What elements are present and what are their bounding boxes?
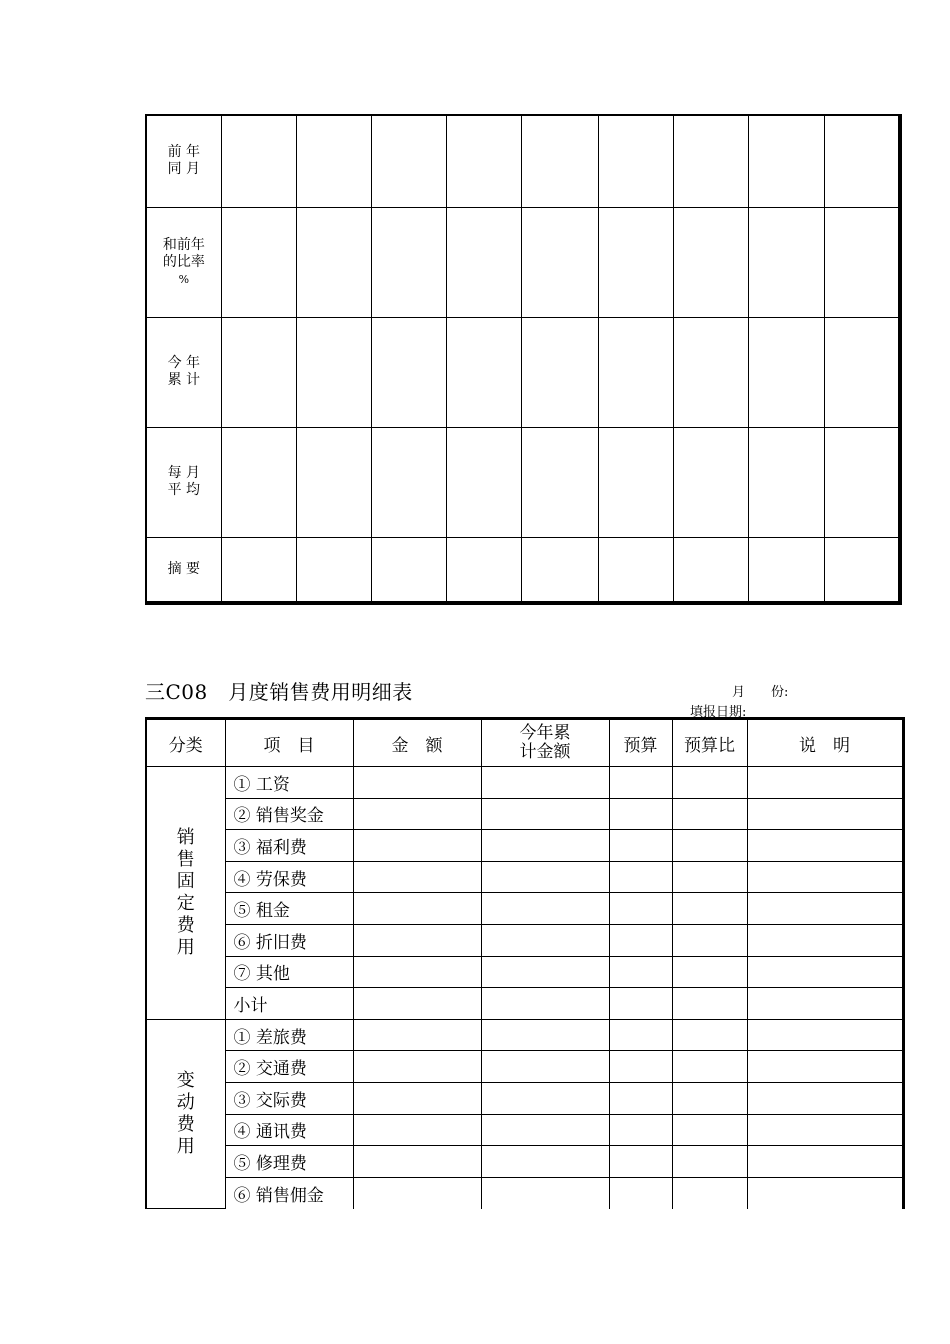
budget-ratio-cell[interactable] bbox=[672, 924, 747, 956]
amount-cell[interactable] bbox=[353, 798, 481, 830]
table-row bbox=[146, 956, 903, 988]
table-cell[interactable] bbox=[522, 207, 598, 317]
header-budget: 预算 bbox=[609, 719, 672, 767]
table-cell[interactable] bbox=[372, 537, 447, 603]
budget-ratio-cell[interactable] bbox=[672, 830, 747, 862]
amount-cell[interactable] bbox=[353, 861, 481, 893]
budget-cell[interactable] bbox=[609, 861, 672, 893]
table-row bbox=[146, 861, 903, 893]
budget-ratio-cell[interactable] bbox=[672, 988, 747, 1020]
table-row bbox=[146, 798, 903, 830]
expense-item-label: ② 销售奖金 bbox=[225, 798, 353, 830]
table-cell[interactable] bbox=[447, 207, 522, 317]
table-cell[interactable] bbox=[825, 207, 900, 317]
amount-cell[interactable] bbox=[353, 1019, 481, 1051]
budget-cell[interactable] bbox=[609, 1114, 672, 1146]
header-category: 分类 bbox=[146, 719, 225, 767]
expense-item-label: ⑤ 修理费 bbox=[225, 1146, 353, 1178]
expense-item-label: ① 差旅费 bbox=[225, 1019, 353, 1051]
summary-table bbox=[145, 114, 902, 605]
table-cell[interactable] bbox=[673, 115, 748, 207]
table-header-row bbox=[146, 719, 903, 767]
summary-row bbox=[146, 537, 900, 603]
table-row bbox=[146, 1114, 903, 1146]
budget-ratio-cell[interactable] bbox=[672, 1114, 747, 1146]
table-cell[interactable] bbox=[598, 207, 673, 317]
ytd-amount-cell[interactable] bbox=[481, 798, 609, 830]
notes-cell[interactable] bbox=[747, 893, 903, 925]
header-ytd-line2: 计金额 bbox=[519, 742, 571, 762]
table-cell[interactable] bbox=[221, 537, 296, 603]
notes-cell[interactable] bbox=[747, 988, 903, 1020]
ytd-amount-cell[interactable] bbox=[481, 861, 609, 893]
ytd-amount-cell[interactable] bbox=[481, 893, 609, 925]
table-cell[interactable] bbox=[372, 317, 447, 427]
table-cell[interactable] bbox=[221, 115, 296, 207]
table-cell[interactable] bbox=[749, 427, 825, 537]
table-row bbox=[146, 1146, 903, 1178]
amount-cell[interactable] bbox=[353, 1177, 481, 1209]
header-amount: 金 额 bbox=[353, 719, 481, 767]
budget-ratio-cell[interactable] bbox=[672, 893, 747, 925]
category-label: 销售固定费用 bbox=[176, 826, 195, 958]
table-row bbox=[146, 767, 903, 799]
budget-cell[interactable] bbox=[609, 1146, 672, 1178]
row-label-line: 的比率 bbox=[162, 253, 205, 270]
row-label-line: 累 计 bbox=[167, 372, 201, 388]
table-row bbox=[146, 1019, 903, 1051]
table-cell[interactable] bbox=[372, 427, 447, 537]
table-cell[interactable] bbox=[296, 317, 371, 427]
table-cell[interactable] bbox=[673, 317, 748, 427]
summary-row bbox=[146, 427, 900, 537]
notes-cell[interactable] bbox=[747, 1019, 903, 1051]
budget-ratio-cell[interactable] bbox=[672, 956, 747, 988]
table-cell[interactable] bbox=[673, 537, 748, 603]
ytd-amount-cell[interactable] bbox=[481, 1051, 609, 1083]
notes-cell[interactable] bbox=[747, 830, 903, 862]
amount-cell[interactable] bbox=[353, 1114, 481, 1146]
budget-cell[interactable] bbox=[609, 956, 672, 988]
table-cell[interactable] bbox=[296, 115, 371, 207]
budget-ratio-cell[interactable] bbox=[672, 1146, 747, 1178]
ytd-amount-cell[interactable] bbox=[481, 1114, 609, 1146]
table-cell[interactable] bbox=[296, 427, 371, 537]
expense-item-label: ① 工资 bbox=[225, 767, 353, 799]
notes-cell[interactable] bbox=[747, 1114, 903, 1146]
ytd-amount-cell[interactable] bbox=[481, 956, 609, 988]
table-cell[interactable] bbox=[825, 537, 900, 603]
budget-cell[interactable] bbox=[609, 1177, 672, 1209]
table-cell[interactable] bbox=[673, 207, 748, 317]
ytd-amount-cell[interactable] bbox=[481, 1177, 609, 1209]
budget-cell[interactable] bbox=[609, 767, 672, 799]
table-cell[interactable] bbox=[825, 317, 900, 427]
header-ytd-line1: 今年累 bbox=[519, 723, 571, 743]
table-row bbox=[146, 1082, 903, 1114]
sales-expense-table bbox=[145, 717, 905, 1209]
budget-ratio-cell[interactable] bbox=[672, 861, 747, 893]
amount-cell[interactable] bbox=[353, 893, 481, 925]
table-cell[interactable] bbox=[598, 115, 673, 207]
budget-ratio-cell[interactable] bbox=[672, 1082, 747, 1114]
notes-cell[interactable] bbox=[747, 1051, 903, 1083]
budget-cell[interactable] bbox=[609, 924, 672, 956]
ytd-amount-cell[interactable] bbox=[481, 988, 609, 1020]
table-cell[interactable] bbox=[522, 427, 598, 537]
budget-ratio-cell[interactable] bbox=[672, 798, 747, 830]
budget-ratio-cell[interactable] bbox=[672, 767, 747, 799]
row-label-line: 同 月 bbox=[167, 161, 201, 178]
table-cell[interactable] bbox=[598, 427, 673, 537]
expense-item-label: ⑦ 其他 bbox=[225, 956, 353, 988]
row-label bbox=[146, 427, 221, 537]
header-budget-ratio: 预算比 bbox=[672, 719, 747, 767]
table-cell[interactable] bbox=[825, 115, 900, 207]
row-label-line: 每 月 bbox=[167, 465, 201, 481]
table-cell[interactable] bbox=[522, 115, 598, 207]
row-label-line: % bbox=[178, 272, 190, 286]
table-cell[interactable] bbox=[673, 427, 748, 537]
row-label bbox=[146, 317, 221, 427]
amount-cell[interactable] bbox=[353, 956, 481, 988]
header-notes: 说 明 bbox=[747, 719, 903, 767]
table-cell[interactable] bbox=[296, 537, 371, 603]
amount-cell[interactable] bbox=[353, 1146, 481, 1178]
amount-cell[interactable] bbox=[353, 924, 481, 956]
table-cell[interactable] bbox=[749, 317, 825, 427]
row-label bbox=[146, 537, 221, 603]
amount-cell[interactable] bbox=[353, 830, 481, 862]
expense-item-label: ④ 通讯费 bbox=[225, 1114, 353, 1146]
budget-ratio-cell[interactable] bbox=[672, 1177, 747, 1209]
budget-cell[interactable] bbox=[609, 988, 672, 1020]
header-item: 项 目 bbox=[225, 719, 353, 767]
amount-cell[interactable] bbox=[353, 988, 481, 1020]
ytd-amount-cell[interactable] bbox=[481, 830, 609, 862]
ytd-amount-cell[interactable] bbox=[481, 1019, 609, 1051]
table-cell[interactable] bbox=[372, 115, 447, 207]
row-label bbox=[146, 207, 221, 317]
expense-item-label: ③ 交际费 bbox=[225, 1082, 353, 1114]
summary-row bbox=[146, 115, 900, 207]
table-cell[interactable] bbox=[749, 207, 825, 317]
table-row bbox=[146, 893, 903, 925]
ytd-amount-cell[interactable] bbox=[481, 1146, 609, 1178]
expense-item-label: ⑤ 租金 bbox=[225, 893, 353, 925]
table-row bbox=[146, 1051, 903, 1083]
row-label-line: 前 年 bbox=[167, 144, 201, 161]
budget-cell[interactable] bbox=[609, 1019, 672, 1051]
table-cell[interactable] bbox=[447, 427, 522, 537]
header-ytd-amount bbox=[481, 719, 609, 767]
expense-item-label: 小计 bbox=[225, 988, 353, 1020]
category-fixed-costs bbox=[146, 767, 225, 1020]
summary-row bbox=[146, 317, 900, 427]
table-cell[interactable] bbox=[598, 317, 673, 427]
table-cell[interactable] bbox=[221, 427, 296, 537]
ytd-amount-cell[interactable] bbox=[481, 767, 609, 799]
table-cell[interactable] bbox=[296, 207, 371, 317]
amount-cell[interactable] bbox=[353, 767, 481, 799]
table-cell[interactable] bbox=[749, 537, 825, 603]
table-row bbox=[146, 830, 903, 862]
table-cell[interactable] bbox=[372, 207, 447, 317]
amount-cell[interactable] bbox=[353, 1082, 481, 1114]
table-cell[interactable] bbox=[447, 537, 522, 603]
expense-item-label: ⑥ 销售佣金 bbox=[225, 1177, 353, 1209]
table-row bbox=[146, 1177, 903, 1209]
summary-row bbox=[146, 207, 900, 317]
table-cell[interactable] bbox=[447, 317, 522, 427]
report-date-text: 填报日期: bbox=[690, 705, 747, 720]
amount-cell[interactable] bbox=[353, 1051, 481, 1083]
table-cell[interactable] bbox=[749, 115, 825, 207]
notes-cell[interactable] bbox=[747, 767, 903, 799]
budget-cell[interactable] bbox=[609, 1082, 672, 1114]
table-row bbox=[146, 988, 903, 1020]
table-row bbox=[146, 924, 903, 956]
table-cell[interactable] bbox=[522, 317, 598, 427]
row-label bbox=[146, 115, 221, 207]
section-title: 三C08 月度销售费用明细表 bbox=[145, 680, 413, 704]
table-cell[interactable] bbox=[447, 115, 522, 207]
expense-item-label: ⑥ 折旧费 bbox=[225, 924, 353, 956]
budget-cell[interactable] bbox=[609, 893, 672, 925]
table-cell[interactable] bbox=[598, 537, 673, 603]
row-label-line: 和前年 bbox=[162, 236, 205, 253]
budget-cell[interactable] bbox=[609, 830, 672, 862]
budget-cell[interactable] bbox=[609, 798, 672, 830]
budget-ratio-cell[interactable] bbox=[672, 1019, 747, 1051]
notes-cell[interactable] bbox=[747, 924, 903, 956]
table-cell[interactable] bbox=[825, 427, 900, 537]
notes-cell[interactable] bbox=[747, 956, 903, 988]
ytd-amount-cell[interactable] bbox=[481, 924, 609, 956]
expense-item-label: ② 交通费 bbox=[225, 1051, 353, 1083]
table-cell[interactable] bbox=[221, 317, 296, 427]
ytd-amount-cell[interactable] bbox=[481, 1082, 609, 1114]
notes-cell[interactable] bbox=[747, 1146, 903, 1178]
row-label-line: 平 均 bbox=[167, 482, 201, 498]
notes-cell[interactable] bbox=[747, 1177, 903, 1209]
budget-cell[interactable] bbox=[609, 1051, 672, 1083]
notes-cell[interactable] bbox=[747, 1082, 903, 1114]
table-cell[interactable] bbox=[221, 207, 296, 317]
row-label-line: 摘 要 bbox=[167, 560, 201, 577]
notes-cell[interactable] bbox=[747, 861, 903, 893]
budget-ratio-cell[interactable] bbox=[672, 1051, 747, 1083]
expense-item-label: ④ 劳保费 bbox=[225, 861, 353, 893]
notes-cell[interactable] bbox=[747, 798, 903, 830]
month-label: 月 份: bbox=[732, 685, 789, 700]
table-cell[interactable] bbox=[522, 537, 598, 603]
expense-item-label: ③ 福利费 bbox=[225, 830, 353, 862]
category-label: 变动费用 bbox=[176, 1070, 195, 1158]
row-label-line: 今 年 bbox=[167, 355, 201, 371]
category-variable-costs bbox=[146, 1019, 225, 1209]
